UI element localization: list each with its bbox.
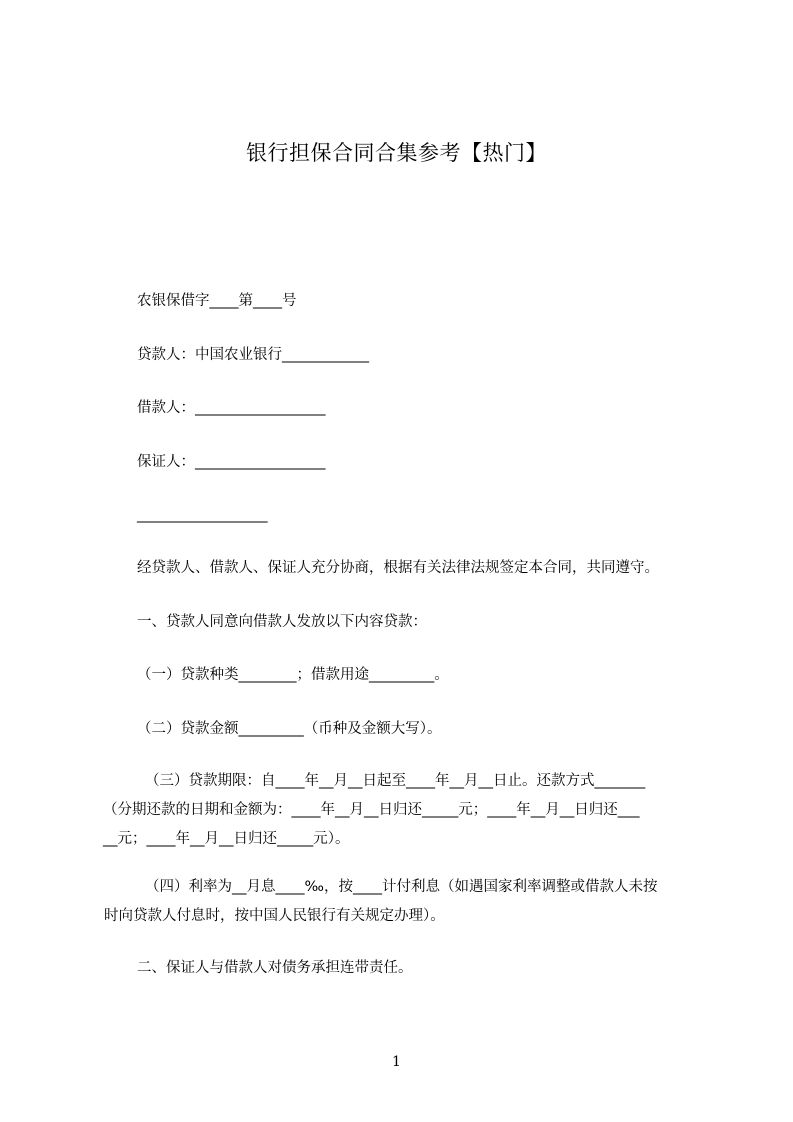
clause-1-heading: 一、贷款人同意向借款人发放以下内容贷款： — [137, 614, 427, 630]
preamble-paragraph: 经贷款人、借款人、保证人充分协商，根据有关法律法规签定本合同，共同遵守。 — [137, 560, 659, 576]
clause-1-item-3-line-3: __元；____年__月__日归还_____元）。 — [103, 831, 350, 847]
document-title: 银行担保合同合集参考【热门】 — [246, 141, 547, 165]
clause-1-item-1: （一）贷款种类________；借款用途_________。 — [137, 667, 449, 683]
contract-number: 农银保借字____第____号 — [137, 293, 297, 309]
page-number: 1 — [392, 1054, 401, 1070]
borrower-line: 借款人：__________________ — [137, 400, 326, 416]
clause-1-item-4-line-1: （四）利率为__月息____‰，按____计付利息（如遇国家利率调整或借款人未按 — [145, 879, 658, 895]
guarantor-line: 保证人：__________________ — [137, 454, 326, 470]
clause-1-item-3-line-1: （三）贷款期限：自____年__月__日起至____年__月__日止。还款方式_______ — [145, 773, 646, 789]
clause-1-item-3-line-2: （分期还款的日期和金额为：____年__月__日归还_____元；____年__月__日归还___ — [103, 802, 640, 818]
clause-2-heading: 二、保证人与借款人对债务承担连带责任。 — [137, 960, 413, 976]
lender-line: 贷款人：中国农业银行____________ — [137, 347, 369, 363]
blank-signature-line: __________________ — [137, 507, 268, 523]
clause-1-item-2: （二）贷款金额_________（币种及金额大写）。 — [137, 721, 442, 737]
clause-1-item-4-line-2: 时向贷款人付息时，按中国人民银行有关规定办理）。 — [104, 908, 445, 924]
clause-1-item-3 — [103, 767, 703, 854]
clause-1-item-4 — [103, 873, 703, 931]
